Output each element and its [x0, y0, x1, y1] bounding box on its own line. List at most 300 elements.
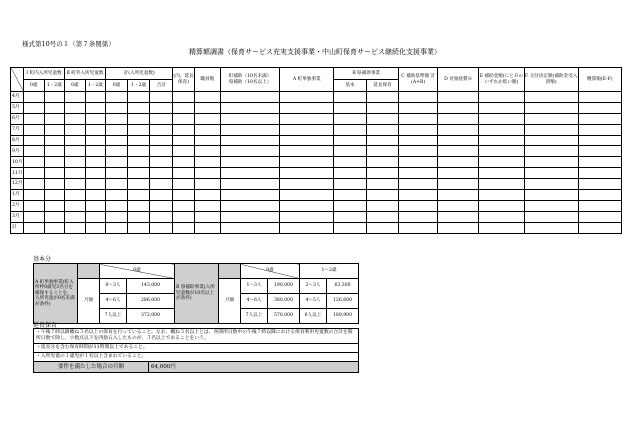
- data-cell[interactable]: [524, 113, 578, 124]
- data-cell[interactable]: [438, 190, 479, 201]
- data-cell[interactable]: [194, 200, 220, 211]
- data-cell[interactable]: [173, 157, 195, 168]
- b-range-age0: 7人以上: [241, 309, 268, 324]
- a-amount: 372,000: [127, 309, 175, 324]
- data-cell[interactable]: [127, 200, 150, 211]
- data-cell[interactable]: [44, 135, 65, 146]
- data-cell[interactable]: [220, 222, 279, 233]
- data-cell[interactable]: [334, 146, 366, 157]
- data-cell[interactable]: [399, 157, 438, 168]
- data-cell[interactable]: [524, 92, 578, 103]
- data-cell[interactable]: [280, 211, 334, 222]
- b-range-age0: 1～3人: [241, 279, 268, 294]
- b-range-age12: 2～3人: [300, 279, 327, 294]
- data-cell[interactable]: [150, 222, 173, 233]
- data-cell[interactable]: [220, 146, 279, 157]
- data-cell[interactable]: [85, 168, 106, 179]
- data-cell[interactable]: [150, 157, 173, 168]
- data-cell[interactable]: [194, 190, 220, 201]
- header-f: F 交付決定額(補助金受入済額): [524, 68, 578, 92]
- data-cell[interactable]: [280, 157, 334, 168]
- data-cell[interactable]: [194, 168, 220, 179]
- data-cell[interactable]: [399, 211, 438, 222]
- data-cell[interactable]: [65, 135, 86, 146]
- data-cell[interactable]: [85, 113, 106, 124]
- data-cell[interactable]: [366, 190, 398, 201]
- data-cell[interactable]: [173, 135, 195, 146]
- b-amount-age0: 190,000: [268, 279, 300, 294]
- data-cell[interactable]: [150, 124, 173, 135]
- b-amount-age12: 126,600: [327, 294, 359, 309]
- data-cell[interactable]: [85, 135, 106, 146]
- header-pref-subsidy: 県補助（10名以上）: [228, 79, 272, 85]
- data-cell[interactable]: [399, 124, 438, 135]
- data-cell[interactable]: [334, 113, 366, 124]
- data-cell[interactable]: [127, 113, 150, 124]
- data-cell[interactable]: [173, 113, 195, 124]
- data-cell[interactable]: [127, 157, 150, 168]
- data-cell[interactable]: [23, 124, 44, 135]
- data-cell[interactable]: [220, 92, 279, 103]
- header-age0: 0歳: [65, 80, 86, 92]
- data-cell[interactable]: [280, 102, 334, 113]
- b-range-age12: 4～5人: [300, 294, 327, 309]
- data-cell[interactable]: [334, 168, 366, 179]
- b-monthly-label: 月額: [219, 279, 241, 324]
- basic-section-title: 基本分: [33, 256, 52, 263]
- data-cell[interactable]: [65, 146, 86, 157]
- a-amount: 286,000: [127, 294, 175, 309]
- header-age12: 1・2歳: [85, 80, 106, 92]
- data-cell[interactable]: [524, 179, 578, 190]
- data-cell[interactable]: [479, 168, 524, 179]
- extension-note: ・延長分を含む保育時間が11時間以上であること。: [34, 343, 359, 352]
- data-cell[interactable]: [44, 124, 65, 135]
- header-total-kids: 計(入所児童数): [106, 68, 173, 80]
- data-cell[interactable]: [479, 222, 524, 233]
- data-cell[interactable]: [106, 135, 128, 146]
- extension-section-title: 延長保育: [33, 322, 58, 329]
- data-cell[interactable]: [194, 92, 220, 103]
- data-cell[interactable]: [65, 222, 86, 233]
- month-row: [11, 146, 622, 157]
- data-cell[interactable]: [23, 211, 44, 222]
- data-cell[interactable]: [220, 113, 279, 124]
- data-cell[interactable]: [150, 190, 173, 201]
- data-cell[interactable]: [438, 124, 479, 135]
- data-cell[interactable]: [334, 211, 366, 222]
- data-cell[interactable]: [479, 92, 524, 103]
- data-cell[interactable]: [220, 211, 279, 222]
- data-cell[interactable]: [194, 146, 220, 157]
- data-cell[interactable]: [366, 102, 398, 113]
- data-cell[interactable]: [150, 92, 173, 103]
- data-cell[interactable]: [85, 146, 106, 157]
- data-cell[interactable]: [194, 124, 220, 135]
- header-g: 精算額(E-F): [578, 68, 621, 92]
- data-cell[interactable]: [106, 190, 128, 201]
- data-cell[interactable]: [578, 179, 621, 190]
- data-cell[interactable]: [399, 102, 438, 113]
- a-range: 4～6人: [100, 294, 127, 309]
- data-cell[interactable]: [23, 222, 44, 233]
- data-cell[interactable]: [334, 124, 366, 135]
- data-cell[interactable]: [220, 157, 279, 168]
- data-cell[interactable]: [127, 92, 150, 103]
- data-cell[interactable]: [85, 200, 106, 211]
- data-cell[interactable]: [150, 113, 173, 124]
- data-cell[interactable]: [334, 222, 366, 233]
- data-cell[interactable]: [438, 157, 479, 168]
- header-b-basic: 基本: [334, 80, 366, 92]
- settlement-table: [10, 67, 622, 234]
- month-label: 3月: [11, 211, 24, 222]
- form-number: 様式第10号の１（第７条関係）: [22, 40, 115, 48]
- data-cell[interactable]: [524, 168, 578, 179]
- empty-cell: [78, 264, 100, 279]
- data-cell[interactable]: [173, 146, 195, 157]
- data-cell[interactable]: [194, 135, 220, 146]
- data-cell[interactable]: [65, 179, 86, 190]
- data-cell[interactable]: [106, 113, 128, 124]
- b-range-age12: 6人以上: [300, 309, 327, 324]
- data-cell[interactable]: [438, 179, 479, 190]
- month-row: [11, 200, 622, 211]
- data-cell[interactable]: [524, 102, 578, 113]
- data-cell[interactable]: [106, 92, 128, 103]
- data-cell[interactable]: [479, 135, 524, 146]
- month-label: 5月: [11, 102, 24, 113]
- data-cell[interactable]: [65, 157, 86, 168]
- data-cell[interactable]: [44, 211, 65, 222]
- b-amount-age12: 63,300: [327, 279, 359, 294]
- data-cell[interactable]: [23, 92, 44, 103]
- data-cell[interactable]: [127, 124, 150, 135]
- data-cell[interactable]: [524, 124, 578, 135]
- data-cell[interactable]: [85, 190, 106, 201]
- page-title: 精算額調書（保育サービス充実支援事業・中山町保育サービス継続化支援事業）: [189, 48, 441, 56]
- data-cell[interactable]: [479, 113, 524, 124]
- data-cell[interactable]: [106, 102, 128, 113]
- data-cell[interactable]: [438, 92, 479, 103]
- data-cell[interactable]: [524, 222, 578, 233]
- header-age0: 0歳: [106, 80, 128, 92]
- data-cell[interactable]: [23, 168, 44, 179]
- data-cell[interactable]: [23, 135, 44, 146]
- data-cell[interactable]: [23, 190, 44, 201]
- data-cell[interactable]: [150, 179, 173, 190]
- data-cell[interactable]: [106, 179, 128, 190]
- data-cell[interactable]: [220, 168, 279, 179]
- data-cell[interactable]: [578, 222, 621, 233]
- data-cell[interactable]: [220, 135, 279, 146]
- empty-cell: [219, 264, 241, 279]
- data-cell[interactable]: [578, 200, 621, 211]
- data-cell[interactable]: [65, 113, 86, 124]
- header-b-extension: 延長保育: [366, 80, 398, 92]
- data-cell[interactable]: [280, 179, 334, 190]
- data-cell[interactable]: [220, 102, 279, 113]
- b-condition-label: B 県補助事業(入所児童数が10名以上が条件): [175, 264, 219, 324]
- data-cell[interactable]: [366, 146, 398, 157]
- data-cell[interactable]: [106, 124, 128, 135]
- data-cell[interactable]: [23, 179, 44, 190]
- data-cell[interactable]: [23, 102, 44, 113]
- data-cell[interactable]: [438, 146, 479, 157]
- data-cell[interactable]: [366, 168, 398, 179]
- header-subsidy: [220, 68, 279, 92]
- data-cell[interactable]: [106, 211, 128, 222]
- month-label: 10月: [11, 157, 24, 168]
- data-cell[interactable]: [23, 200, 44, 211]
- data-cell[interactable]: [220, 124, 279, 135]
- data-cell[interactable]: [280, 92, 334, 103]
- data-cell[interactable]: [220, 190, 279, 201]
- data-cell[interactable]: [150, 168, 173, 179]
- data-cell[interactable]: [65, 168, 86, 179]
- data-cell[interactable]: [194, 222, 220, 233]
- data-cell[interactable]: [23, 146, 44, 157]
- header-town-kids: Ⅰ 町内入所児童数: [23, 68, 64, 80]
- data-cell[interactable]: [578, 113, 621, 124]
- data-cell[interactable]: [578, 102, 621, 113]
- data-cell[interactable]: [438, 211, 479, 222]
- data-cell[interactable]: [127, 102, 150, 113]
- data-cell[interactable]: [106, 157, 128, 168]
- header-c: C 補助基準額 計(A+B): [399, 68, 438, 92]
- data-cell[interactable]: [150, 102, 173, 113]
- data-cell[interactable]: [334, 92, 366, 103]
- data-cell[interactable]: [578, 146, 621, 157]
- data-cell[interactable]: [280, 146, 334, 157]
- data-cell[interactable]: [399, 190, 438, 201]
- data-cell[interactable]: [334, 200, 366, 211]
- header-sum: 合計: [150, 80, 173, 92]
- data-cell[interactable]: [44, 146, 65, 157]
- data-cell[interactable]: [280, 124, 334, 135]
- month-row: [11, 179, 622, 190]
- data-cell[interactable]: [280, 113, 334, 124]
- data-cell[interactable]: [578, 190, 621, 201]
- data-cell[interactable]: [194, 211, 220, 222]
- data-cell[interactable]: [44, 200, 65, 211]
- data-cell[interactable]: [399, 146, 438, 157]
- data-cell[interactable]: [150, 211, 173, 222]
- data-cell[interactable]: [194, 113, 220, 124]
- data-cell[interactable]: [220, 200, 279, 211]
- data-cell[interactable]: [127, 222, 150, 233]
- data-cell[interactable]: [65, 211, 86, 222]
- data-cell[interactable]: [479, 179, 524, 190]
- data-cell[interactable]: [366, 92, 398, 103]
- data-cell[interactable]: [106, 200, 128, 211]
- data-cell[interactable]: [65, 92, 86, 103]
- data-cell[interactable]: [366, 211, 398, 222]
- month-label: 4月: [11, 92, 24, 103]
- data-cell[interactable]: [44, 190, 65, 201]
- data-cell[interactable]: [366, 135, 398, 146]
- data-cell[interactable]: [127, 135, 150, 146]
- extension-notes-table: [33, 328, 359, 373]
- data-cell[interactable]: [173, 179, 195, 190]
- data-cell[interactable]: [366, 179, 398, 190]
- data-cell[interactable]: [23, 113, 44, 124]
- data-cell[interactable]: [65, 200, 86, 211]
- data-cell[interactable]: [23, 157, 44, 168]
- data-cell[interactable]: [334, 190, 366, 201]
- header-e: E 補助金額(ＣとＤのいずれか低い額): [479, 68, 524, 92]
- data-cell[interactable]: [173, 211, 195, 222]
- data-cell[interactable]: [438, 102, 479, 113]
- month-label: 9月: [11, 146, 24, 157]
- corner-cell: [11, 68, 24, 92]
- basic-rate-table: [33, 263, 359, 324]
- data-cell[interactable]: [524, 211, 578, 222]
- data-cell[interactable]: [280, 168, 334, 179]
- data-cell[interactable]: [127, 179, 150, 190]
- data-cell[interactable]: [173, 190, 195, 201]
- data-cell[interactable]: [578, 211, 621, 222]
- month-row: [11, 190, 622, 201]
- data-cell[interactable]: [150, 200, 173, 211]
- data-cell[interactable]: [334, 157, 366, 168]
- header-out-kids: Ⅱ 町外入所児童数: [65, 68, 106, 80]
- data-cell[interactable]: [524, 146, 578, 157]
- data-cell[interactable]: [106, 168, 128, 179]
- month-row: [11, 92, 622, 103]
- data-cell[interactable]: [399, 92, 438, 103]
- total-row: [11, 222, 622, 233]
- data-cell[interactable]: [280, 222, 334, 233]
- month-row: [11, 102, 622, 113]
- data-cell[interactable]: [399, 222, 438, 233]
- data-cell[interactable]: [479, 190, 524, 201]
- data-cell[interactable]: [127, 211, 150, 222]
- data-cell[interactable]: [438, 200, 479, 211]
- data-cell[interactable]: [65, 102, 86, 113]
- data-cell[interactable]: [44, 102, 65, 113]
- data-cell[interactable]: [280, 190, 334, 201]
- b-age12-header: 1～2歳: [300, 264, 359, 279]
- data-cell[interactable]: [438, 222, 479, 233]
- data-cell[interactable]: [85, 102, 106, 113]
- data-cell[interactable]: [524, 200, 578, 211]
- data-cell[interactable]: [85, 92, 106, 103]
- data-cell[interactable]: [173, 168, 195, 179]
- data-cell[interactable]: [173, 102, 195, 113]
- data-cell[interactable]: [173, 200, 195, 211]
- data-cell[interactable]: [578, 92, 621, 103]
- data-cell[interactable]: [578, 157, 621, 168]
- data-cell[interactable]: [399, 168, 438, 179]
- data-cell[interactable]: [173, 124, 195, 135]
- data-cell[interactable]: [194, 157, 220, 168]
- data-cell[interactable]: [524, 157, 578, 168]
- data-cell[interactable]: [44, 222, 65, 233]
- data-cell[interactable]: [280, 200, 334, 211]
- data-cell[interactable]: [85, 211, 106, 222]
- data-cell[interactable]: [479, 211, 524, 222]
- data-cell[interactable]: [438, 135, 479, 146]
- b-range-age0: 4～6人: [241, 294, 268, 309]
- total-label: 計: [11, 222, 24, 233]
- data-cell[interactable]: [85, 157, 106, 168]
- data-cell[interactable]: [524, 190, 578, 201]
- data-cell[interactable]: [220, 179, 279, 190]
- data-cell[interactable]: [150, 135, 173, 146]
- extension-note: ・午後７時以降概ね３名以上の保育を行っていること。なお、概ね３名以上とは、各開所日数中の午後７時以降における保育利用児童数の合計を開所日数で除し、小数点以下を四捨五入したものが、３名以上であることをいう。: [34, 329, 359, 344]
- header-a: A 町単独事業: [280, 68, 334, 92]
- month-row: [11, 211, 622, 222]
- data-cell[interactable]: [366, 222, 398, 233]
- data-cell[interactable]: [399, 135, 438, 146]
- data-cell[interactable]: [106, 146, 128, 157]
- b-amount-age0: 570,000: [268, 309, 300, 324]
- data-cell[interactable]: [194, 179, 220, 190]
- data-cell[interactable]: [399, 113, 438, 124]
- data-cell[interactable]: [366, 113, 398, 124]
- data-cell[interactable]: [127, 168, 150, 179]
- data-cell[interactable]: [127, 146, 150, 157]
- data-cell[interactable]: [524, 135, 578, 146]
- data-cell[interactable]: [173, 92, 195, 103]
- data-cell[interactable]: [399, 200, 438, 211]
- data-cell[interactable]: [44, 113, 65, 124]
- data-cell[interactable]: [399, 179, 438, 190]
- data-cell[interactable]: [578, 124, 621, 135]
- data-cell[interactable]: [127, 190, 150, 201]
- data-cell[interactable]: [438, 168, 479, 179]
- data-cell[interactable]: [173, 222, 195, 233]
- data-cell[interactable]: [578, 168, 621, 179]
- data-cell[interactable]: [65, 190, 86, 201]
- data-cell[interactable]: [334, 135, 366, 146]
- data-cell[interactable]: [334, 102, 366, 113]
- b-amount-age12: 189,900: [327, 309, 359, 324]
- data-cell[interactable]: [44, 168, 65, 179]
- data-cell[interactable]: [479, 146, 524, 157]
- data-cell[interactable]: [334, 179, 366, 190]
- data-cell[interactable]: [85, 179, 106, 190]
- data-cell[interactable]: [578, 135, 621, 146]
- data-cell[interactable]: [366, 200, 398, 211]
- data-cell[interactable]: [479, 124, 524, 135]
- data-cell[interactable]: [366, 157, 398, 168]
- data-cell[interactable]: [65, 124, 86, 135]
- data-cell[interactable]: [85, 124, 106, 135]
- data-cell[interactable]: [150, 146, 173, 157]
- data-cell[interactable]: [44, 92, 65, 103]
- data-cell[interactable]: [85, 222, 106, 233]
- data-cell[interactable]: [479, 200, 524, 211]
- data-cell[interactable]: [44, 179, 65, 190]
- data-cell[interactable]: [194, 102, 220, 113]
- header-age12: 1・2歳: [44, 80, 65, 92]
- data-cell[interactable]: [280, 135, 334, 146]
- b-age0-header: 0歳: [241, 264, 300, 279]
- data-cell[interactable]: [438, 113, 479, 124]
- b-amount-age0: 380,000: [268, 294, 300, 309]
- month-row: [11, 157, 622, 168]
- data-cell[interactable]: [479, 157, 524, 168]
- a-amount: 143,000: [127, 279, 175, 294]
- month-label: 6月: [11, 113, 24, 124]
- data-cell[interactable]: [106, 222, 128, 233]
- data-cell[interactable]: [44, 157, 65, 168]
- data-cell[interactable]: [479, 102, 524, 113]
- a-condition-label: A 町単独事業(町入所枠0歳児3名分を確保することを、入所児童が0名未満が条件): [34, 264, 78, 324]
- data-cell[interactable]: [366, 124, 398, 135]
